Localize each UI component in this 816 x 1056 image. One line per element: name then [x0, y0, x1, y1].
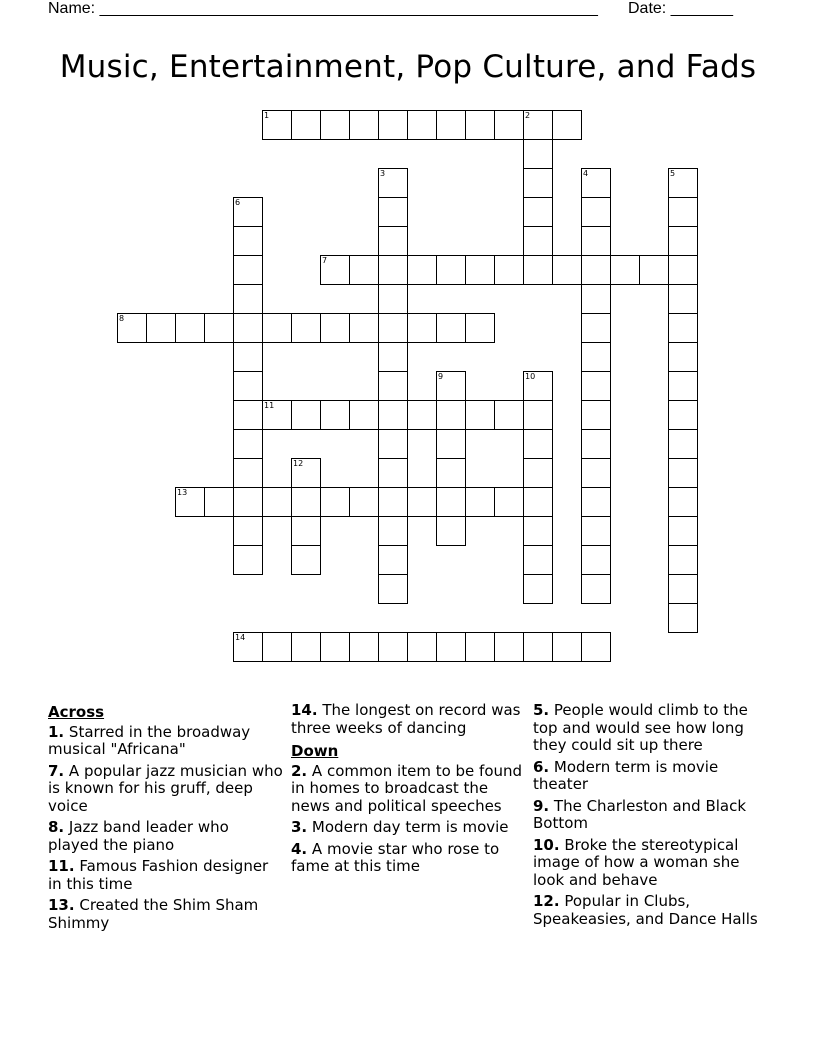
grid-cell[interactable] [146, 313, 176, 343]
grid-cell[interactable] [668, 168, 698, 198]
grid-cell[interactable] [233, 226, 263, 256]
clue-number: 1. [48, 722, 65, 741]
grid-cell[interactable] [581, 313, 611, 343]
grid-cell[interactable] [291, 632, 321, 662]
clue-text: A common item to be found in homes to broadcast the news and political speeches [291, 761, 523, 815]
grid-cell[interactable] [552, 110, 582, 140]
grid-cell[interactable] [668, 400, 698, 430]
grid-cell[interactable] [668, 313, 698, 343]
grid-cell[interactable] [349, 632, 379, 662]
grid-cell[interactable] [262, 487, 292, 517]
clue-number: 9. [533, 796, 550, 815]
grid-cell[interactable] [436, 632, 466, 662]
grid-cell[interactable] [465, 110, 495, 140]
across-clue-8 [48, 819, 284, 854]
cell-number: 9 [438, 372, 444, 381]
clue-text: The Charleston and Black Bottom [533, 796, 747, 832]
clue-number: 12. [533, 892, 560, 910]
grid-cell[interactable] [291, 516, 321, 546]
grid-cell[interactable] [523, 487, 553, 517]
clues-column-1 [48, 702, 284, 936]
clues-column-3 [533, 702, 769, 932]
grid-cell[interactable] [523, 458, 553, 488]
grid-cell[interactable] [668, 197, 698, 227]
grid-cell[interactable] [407, 110, 437, 140]
grid-cell[interactable] [291, 458, 321, 488]
down-clue-10 [533, 837, 769, 890]
page-title: Music, Entertainment, Pop Culture, and Fads [59, 49, 757, 85]
grid-cell[interactable] [523, 545, 553, 575]
grid-cell[interactable] [668, 516, 698, 546]
grid-cell[interactable] [378, 226, 408, 256]
across-clue-11 [48, 858, 284, 893]
clue-number: 3. [291, 818, 308, 836]
across-clue-13 [48, 897, 284, 932]
across-heading: Across [48, 703, 105, 721]
grid-cell[interactable] [581, 516, 611, 546]
grid-cell[interactable] [378, 342, 408, 372]
grid-cell[interactable] [320, 255, 350, 285]
grid-cell[interactable] [581, 429, 611, 459]
grid-cell[interactable] [436, 516, 466, 546]
grid-cell[interactable] [233, 632, 263, 662]
across-clue-7 [48, 763, 284, 816]
grid-cell[interactable] [523, 255, 553, 285]
grid-cell[interactable] [204, 487, 234, 517]
grid-cell[interactable] [436, 371, 466, 401]
grid-cell[interactable] [262, 632, 292, 662]
clue-text: Created the Shim Sham Shimmy [48, 896, 259, 932]
grid-cell[interactable] [262, 400, 292, 430]
grid-cell[interactable] [523, 574, 553, 604]
grid-cell[interactable] [262, 313, 292, 343]
grid-cell[interactable] [378, 632, 408, 662]
down-clue-5 [533, 702, 769, 755]
grid-cell[interactable] [407, 400, 437, 430]
name-field-label[interactable]: Name: ________________________________________________________ [48, 0, 598, 17]
grid-cell[interactable] [523, 139, 553, 169]
grid-cell[interactable] [349, 110, 379, 140]
clues-column-2 [291, 702, 527, 880]
grid-cell[interactable] [378, 516, 408, 546]
clue-number: 6. [533, 757, 550, 776]
grid-cell[interactable] [668, 429, 698, 459]
grid-cell[interactable] [291, 400, 321, 430]
grid-cell[interactable] [581, 226, 611, 256]
grid-cell[interactable] [378, 255, 408, 285]
clue-number: 2. [291, 761, 308, 780]
grid-cell[interactable] [523, 632, 553, 662]
grid-cell[interactable] [320, 313, 350, 343]
clue-number: 13. [48, 896, 75, 914]
grid-cell[interactable] [436, 458, 466, 488]
grid-cell[interactable] [291, 313, 321, 343]
clue-text: Broke the stereotypical image of how a woman she look and behave [533, 835, 740, 889]
grid-cell[interactable] [378, 400, 408, 430]
clue-number: 5. [533, 701, 550, 719]
clue-text: Modern day term is movie [311, 818, 509, 836]
grid-cell[interactable] [378, 197, 408, 227]
grid-cell[interactable] [668, 226, 698, 256]
clue-number: 11. [48, 857, 75, 875]
clue-number: 14. [291, 701, 318, 719]
grid-cell[interactable] [552, 632, 582, 662]
grid-cell[interactable] [349, 487, 379, 517]
grid-cell[interactable] [494, 400, 524, 430]
grid-cell[interactable] [233, 458, 263, 488]
cell-number: 4 [583, 169, 589, 178]
grid-cell[interactable] [668, 458, 698, 488]
down-heading: Down [291, 742, 339, 760]
clue-text: Jazz band leader who played the piano [48, 818, 229, 854]
grid-cell[interactable] [581, 487, 611, 517]
grid-cell[interactable] [494, 632, 524, 662]
grid-cell[interactable] [291, 110, 321, 140]
grid-cell[interactable] [581, 545, 611, 575]
grid-cell[interactable] [320, 487, 350, 517]
grid-cell[interactable] [291, 545, 321, 575]
cell-number: 7 [322, 256, 328, 265]
cell-number: 2 [525, 111, 531, 120]
clue-text: A popular jazz musician who is known for his gruff, deep voice [48, 761, 283, 815]
grid-cell[interactable] [523, 516, 553, 546]
grid-cell[interactable] [581, 284, 611, 314]
grid-cell[interactable] [378, 284, 408, 314]
grid-cell[interactable] [407, 487, 437, 517]
down-clue-2 [291, 763, 527, 816]
grid-cell[interactable] [494, 110, 524, 140]
cell-number: 10 [525, 372, 536, 381]
grid-cell[interactable] [668, 371, 698, 401]
grid-cell[interactable] [320, 110, 350, 140]
grid-cell[interactable] [436, 255, 466, 285]
grid-cell[interactable] [436, 313, 466, 343]
grid-cell[interactable] [465, 632, 495, 662]
grid-cell[interactable] [233, 545, 263, 575]
grid-cell[interactable] [436, 429, 466, 459]
grid-cell[interactable] [668, 342, 698, 372]
grid-cell[interactable] [175, 487, 205, 517]
grid-cell[interactable] [378, 110, 408, 140]
down-clue-12 [533, 893, 769, 928]
grid-cell[interactable] [233, 429, 263, 459]
clue-number: 4. [291, 839, 308, 858]
cell-number: 5 [670, 169, 676, 178]
grid-cell[interactable] [581, 458, 611, 488]
clue-text: Modern term is movie theater [533, 757, 719, 793]
grid-cell[interactable] [523, 168, 553, 198]
grid-cell[interactable] [494, 487, 524, 517]
grid-cell[interactable] [320, 632, 350, 662]
grid-cell[interactable] [581, 574, 611, 604]
clue-text: The longest on record was three weeks of dancing [291, 701, 521, 737]
down-clue-3 [291, 819, 527, 837]
grid-cell[interactable] [175, 313, 205, 343]
grid-cell[interactable] [523, 400, 553, 430]
grid-cell[interactable] [581, 632, 611, 662]
grid-cell[interactable] [349, 400, 379, 430]
grid-cell[interactable] [581, 197, 611, 227]
clue-number: 7. [48, 761, 65, 780]
grid-cell[interactable] [610, 255, 640, 285]
grid-cell[interactable] [436, 400, 466, 430]
grid-cell[interactable] [407, 632, 437, 662]
grid-cell[interactable] [581, 342, 611, 372]
grid-cell[interactable] [407, 313, 437, 343]
cell-number: 14 [235, 633, 246, 642]
grid-cell[interactable] [233, 284, 263, 314]
grid-cell[interactable] [378, 313, 408, 343]
grid-cell[interactable] [494, 255, 524, 285]
across-clue-14 [291, 702, 527, 737]
grid-cell[interactable] [581, 371, 611, 401]
grid-cell[interactable] [465, 487, 495, 517]
across-clue-1 [48, 724, 284, 759]
date-field-label[interactable]: Date: _______ [628, 0, 733, 17]
down-clue-9 [533, 798, 769, 833]
grid-cell[interactable] [523, 429, 553, 459]
grid-cell[interactable] [465, 255, 495, 285]
grid-cell[interactable] [349, 255, 379, 285]
cell-number: 1 [264, 111, 270, 120]
cell-number: 8 [119, 314, 125, 323]
cell-number: 6 [235, 198, 241, 207]
grid-cell[interactable] [639, 255, 669, 285]
grid-cell[interactable] [581, 168, 611, 198]
grid-cell[interactable] [581, 255, 611, 285]
down-clue-6 [533, 759, 769, 794]
grid-cell[interactable] [523, 110, 553, 140]
grid-cell[interactable] [523, 371, 553, 401]
grid-cell[interactable] [378, 429, 408, 459]
grid-cell[interactable] [668, 603, 698, 633]
grid-cell[interactable] [233, 342, 263, 372]
grid-cell[interactable] [204, 313, 234, 343]
grid-cell[interactable] [668, 545, 698, 575]
cell-number: 13 [177, 488, 188, 497]
grid-cell[interactable] [291, 487, 321, 517]
down-clue-4 [291, 841, 527, 876]
grid-cell[interactable] [552, 255, 582, 285]
grid-cell[interactable] [233, 313, 263, 343]
grid-cell[interactable] [378, 458, 408, 488]
grid-cell[interactable] [233, 487, 263, 517]
grid-cell[interactable] [523, 197, 553, 227]
clue-text: Starred in the broadway musical "Africana" [48, 722, 251, 758]
clue-text: People would climb to the top and would see how long they could sit up there [533, 701, 748, 754]
grid-cell[interactable] [581, 400, 611, 430]
grid-cell[interactable] [233, 255, 263, 285]
cell-number: 11 [264, 401, 275, 410]
grid-cell[interactable] [668, 574, 698, 604]
grid-cell[interactable] [436, 110, 466, 140]
grid-cell[interactable] [233, 197, 263, 227]
grid-cell[interactable] [668, 284, 698, 314]
grid-cell[interactable] [378, 487, 408, 517]
grid-cell[interactable] [233, 371, 263, 401]
grid-cell[interactable] [668, 255, 698, 285]
grid-cell[interactable] [436, 487, 466, 517]
grid-cell[interactable] [349, 313, 379, 343]
grid-cell[interactable] [233, 516, 263, 546]
grid-cell[interactable] [262, 110, 292, 140]
clue-number: 10. [533, 835, 560, 854]
grid-cell[interactable] [320, 400, 350, 430]
cell-number: 3 [380, 169, 386, 178]
cell-number: 12 [293, 459, 304, 468]
grid-cell[interactable] [378, 545, 408, 575]
grid-cell[interactable] [233, 400, 263, 430]
grid-cell[interactable] [378, 574, 408, 604]
grid-cell[interactable] [465, 313, 495, 343]
grid-cell[interactable] [465, 400, 495, 430]
grid-cell[interactable] [668, 487, 698, 517]
grid-cell[interactable] [407, 255, 437, 285]
grid-cell[interactable] [523, 226, 553, 256]
clue-number: 8. [48, 818, 65, 836]
grid-cell[interactable] [378, 168, 408, 198]
grid-cell[interactable] [378, 371, 408, 401]
clue-text: Famous Fashion designer in this time [48, 857, 269, 893]
clue-text: Popular in Clubs, Speakeasies, and Dance Halls [533, 892, 758, 928]
clue-text: A movie star who rose to fame at this time [291, 839, 500, 875]
grid-cell[interactable] [117, 313, 147, 343]
